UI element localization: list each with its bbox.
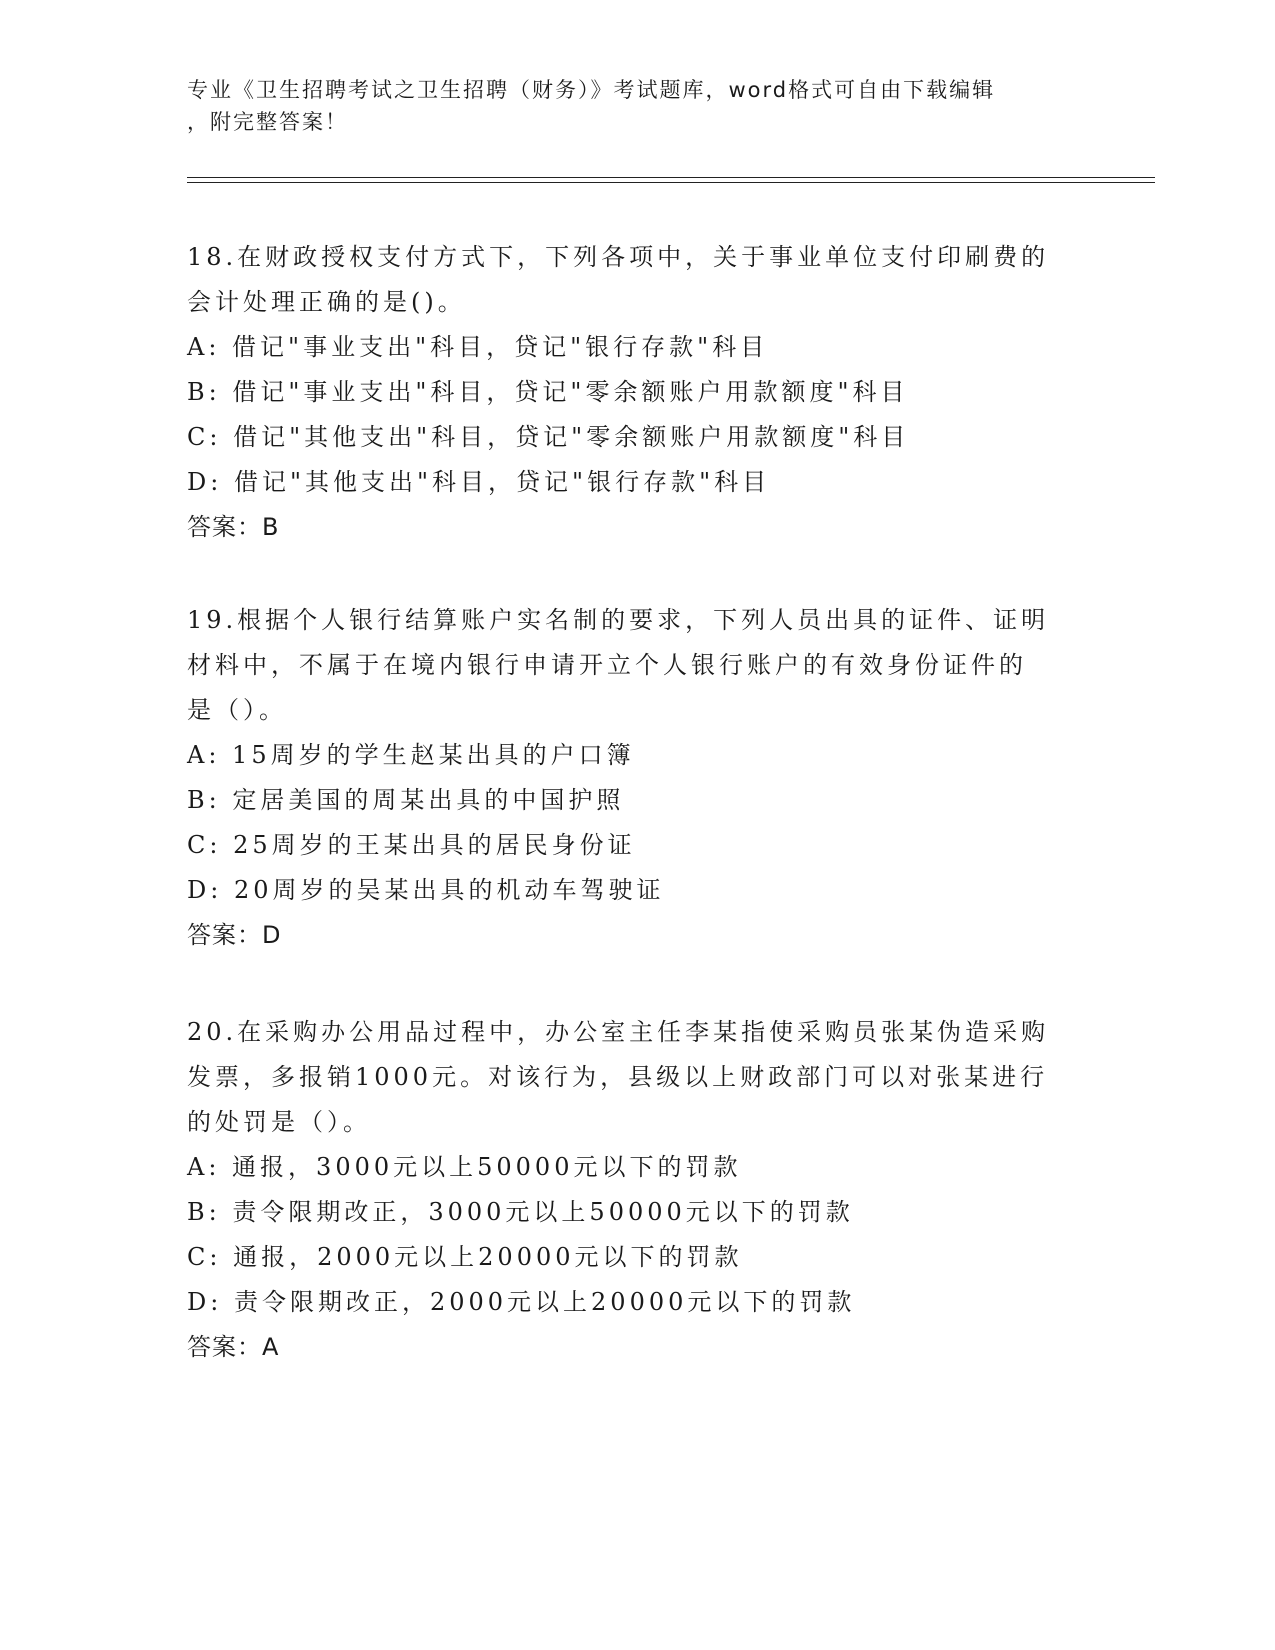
option-c: C: 通报，2000元以上20000元以下的罚款 xyxy=(187,1243,743,1271)
question-stem-line: 是（）。 xyxy=(187,696,287,724)
question-stem-line: 材料中，不属于在境内银行申请开立个人银行账户的有效身份证件的 xyxy=(187,651,1027,679)
option-d: D: 责令限期改正，2000元以上20000元以下的罚款 xyxy=(187,1288,856,1316)
option-c: C: 借记"其他支出"科目，贷记"零余额账户用款额度"科目 xyxy=(187,423,910,451)
question-stem-line: 的处罚是（）。 xyxy=(187,1108,371,1136)
question-stem-line: 发票，多报销1000元。对该行为，县级以上财政部门可以对张某进行 xyxy=(187,1063,1049,1091)
question-stem-line: 会计处理正确的是()。 xyxy=(187,288,466,316)
option-d: D: 20周岁的吴某出具的机动车驾驶证 xyxy=(187,876,665,904)
option-a: A: 借记"事业支出"科目，贷记"银行存款"科目 xyxy=(187,333,769,361)
question-18 xyxy=(187,235,1087,550)
question-stem-line: 18.在财政授权支付方式下，下列各项中，关于事业单位支付印刷费的 xyxy=(187,243,1050,271)
header-divider-top xyxy=(187,177,1155,178)
answer-label: 答案：A xyxy=(187,1333,280,1361)
question-stem-line: 20.在采购办公用品过程中，办公室主任李某指使采购员张某伪造采购 xyxy=(187,1018,1050,1046)
option-a: A: 15周岁的学生赵某出具的户口簿 xyxy=(187,741,635,769)
option-b: B: 借记"事业支出"科目，贷记"零余额账户用款额度"科目 xyxy=(187,378,909,406)
question-19 xyxy=(187,598,1087,958)
option-b: B: 责令限期改正，3000元以上50000元以下的罚款 xyxy=(187,1198,854,1226)
header-line-1: 专业《卫生招聘考试之卫生招聘（财务）》考试题库，word格式可自由下载编辑 xyxy=(187,78,996,102)
question-20 xyxy=(187,1010,1087,1370)
question-stem-line: 19.根据个人银行结算账户实名制的要求，下列人员出具的证件、证明 xyxy=(187,606,1050,634)
option-a: A: 通报，3000元以上50000元以下的罚款 xyxy=(187,1153,742,1181)
option-b: B: 定居美国的周某出具的中国护照 xyxy=(187,786,625,814)
option-c: C: 25周岁的王某出具的居民身份证 xyxy=(187,831,636,859)
document-header xyxy=(187,74,1087,138)
header-line-2: ，附完整答案！ xyxy=(187,110,348,134)
header-divider-bottom xyxy=(187,182,1155,183)
option-d: D: 借记"其他支出"科目，贷记"银行存款"科目 xyxy=(187,468,771,496)
answer-label: 答案：D xyxy=(187,921,282,949)
answer-label: 答案：B xyxy=(187,513,280,541)
